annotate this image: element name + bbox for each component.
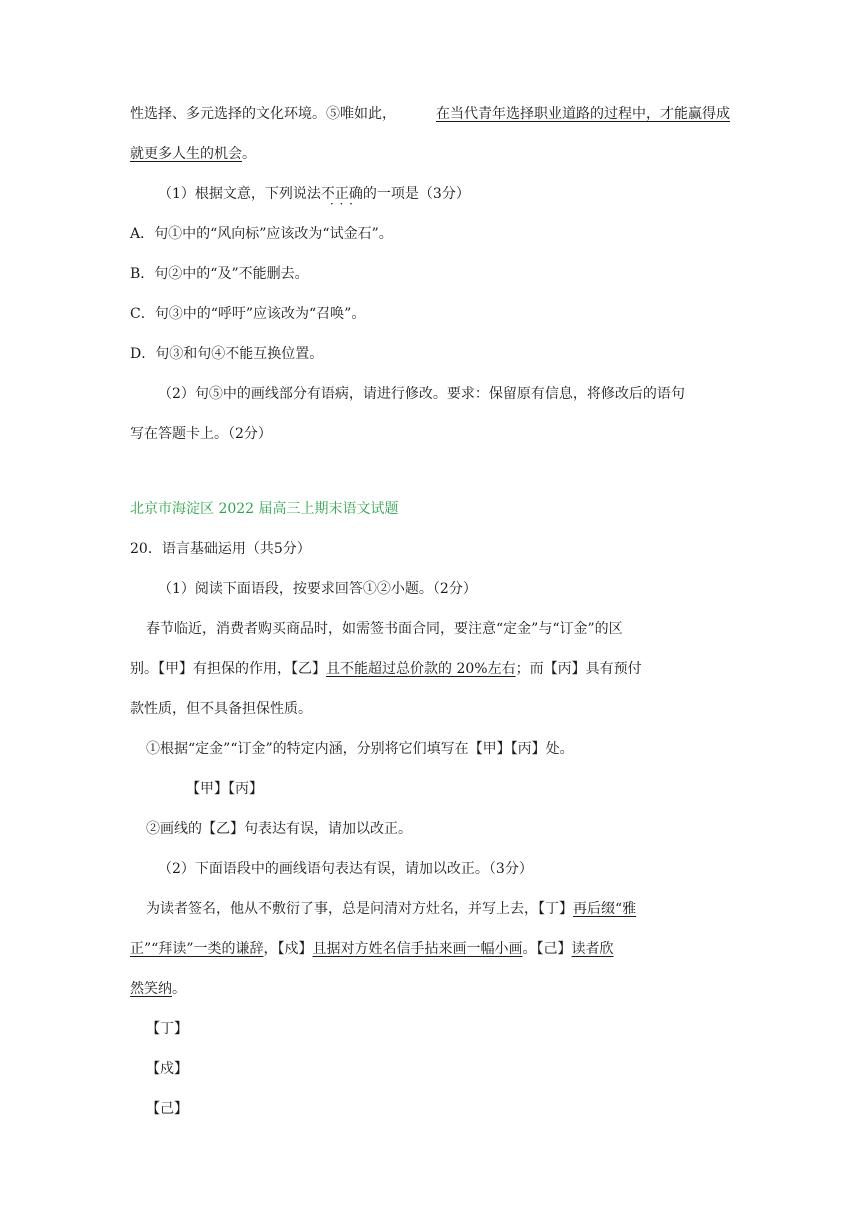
item-2: ②画线的【乙】句表达有误，请加以改正。 bbox=[146, 821, 412, 837]
item-1: ①根据“定金”“订金”的特定内涵，分别将它们填写在【甲】【丙】处。 bbox=[146, 741, 574, 757]
option-c: C．句③中的“呼吁”应该改为“召唤”。 bbox=[130, 306, 366, 322]
text-span: 性选择、多元选择的文化环境。⑤唯如此， bbox=[130, 106, 396, 122]
paragraph-line bbox=[130, 104, 730, 124]
emphasis-dotted-text: 不正确 · · · bbox=[321, 186, 363, 202]
text-span: 。 bbox=[172, 981, 186, 997]
paragraph-line: 款性质，但不具备担保性质。 bbox=[130, 701, 312, 717]
paragraph-line bbox=[130, 979, 186, 999]
underlined-sentence: 且不能超过总价款的 20%左右 bbox=[326, 661, 516, 677]
option-b: B．句②中的“及”不能删去。 bbox=[130, 266, 309, 282]
text-span: 别。【甲】有担保的作用，【乙】 bbox=[130, 661, 326, 677]
paragraph-line bbox=[130, 659, 642, 679]
underlined-sentence: 且据对方姓名信手拈来画一幅小画 bbox=[312, 941, 523, 957]
text-span: 。 bbox=[242, 146, 256, 162]
source-heading: 北京市海淀区 2022 届高三上期末语文试题 bbox=[130, 501, 399, 517]
paragraph-line bbox=[130, 144, 256, 164]
text-span: 。【己】 bbox=[522, 941, 572, 957]
question-2-line: （2）句⑤中的画线部分有语病，请进行修改。要求：保留原有信息，将修改后的语句 bbox=[158, 386, 685, 402]
underlined-sentence: 然笑纳 bbox=[130, 981, 172, 997]
text-span: 为读者签名，他从不敷衍了事，总是问清对方灶名，并写上去，【丁】 bbox=[146, 901, 573, 917]
question-2-line: 写在答题卡上。（2分） bbox=[130, 426, 272, 442]
option-d: D．句③和句④不能互换位置。 bbox=[130, 346, 324, 362]
paragraph-line: 春节临近，消费者购买商品时，如需签书面合同，要注意“定金”与“订金”的区 bbox=[146, 621, 623, 637]
underlined-sentence: 就更多人生的机会 bbox=[130, 146, 242, 162]
underlined-sentence: 读者欣 bbox=[571, 941, 614, 957]
paragraph-line bbox=[130, 939, 613, 959]
text-span: ，【戍】 bbox=[263, 941, 313, 957]
question-text: （1）根据文意，下列说法 bbox=[158, 186, 321, 202]
sub-question-1: （1）阅读下面语段，按要求回答①②小题。（2分） bbox=[158, 581, 477, 597]
question-text: 的一项是（3分） bbox=[362, 186, 470, 202]
sub-question-2: （2）下面语段中的画线语句表达有误，请加以改正。（3分） bbox=[158, 861, 533, 877]
answer-blank-ding: 【丁】 bbox=[146, 1021, 188, 1037]
answer-blank-xu: 【戍】 bbox=[146, 1061, 188, 1077]
paragraph-line bbox=[146, 899, 636, 919]
underlined-sentence: 在当代青年选择职业道路的过程中，才能赢得成 bbox=[436, 106, 730, 122]
underlined-sentence: 正”“拜读”一类的谦辞 bbox=[130, 941, 264, 957]
question-20-title: 20．语言基础运用（共5分） bbox=[130, 541, 311, 557]
answer-blank-ji: 【己】 bbox=[146, 1101, 188, 1117]
text-span: ；而【丙】具有预付 bbox=[515, 661, 642, 677]
option-a: A．句①中的“风向标”应该改为“试金石”。 bbox=[130, 226, 393, 242]
question-1 bbox=[158, 184, 470, 204]
answer-blank: 【甲】【丙】 bbox=[186, 781, 263, 797]
underlined-sentence: 再后缀“雅 bbox=[573, 901, 637, 917]
